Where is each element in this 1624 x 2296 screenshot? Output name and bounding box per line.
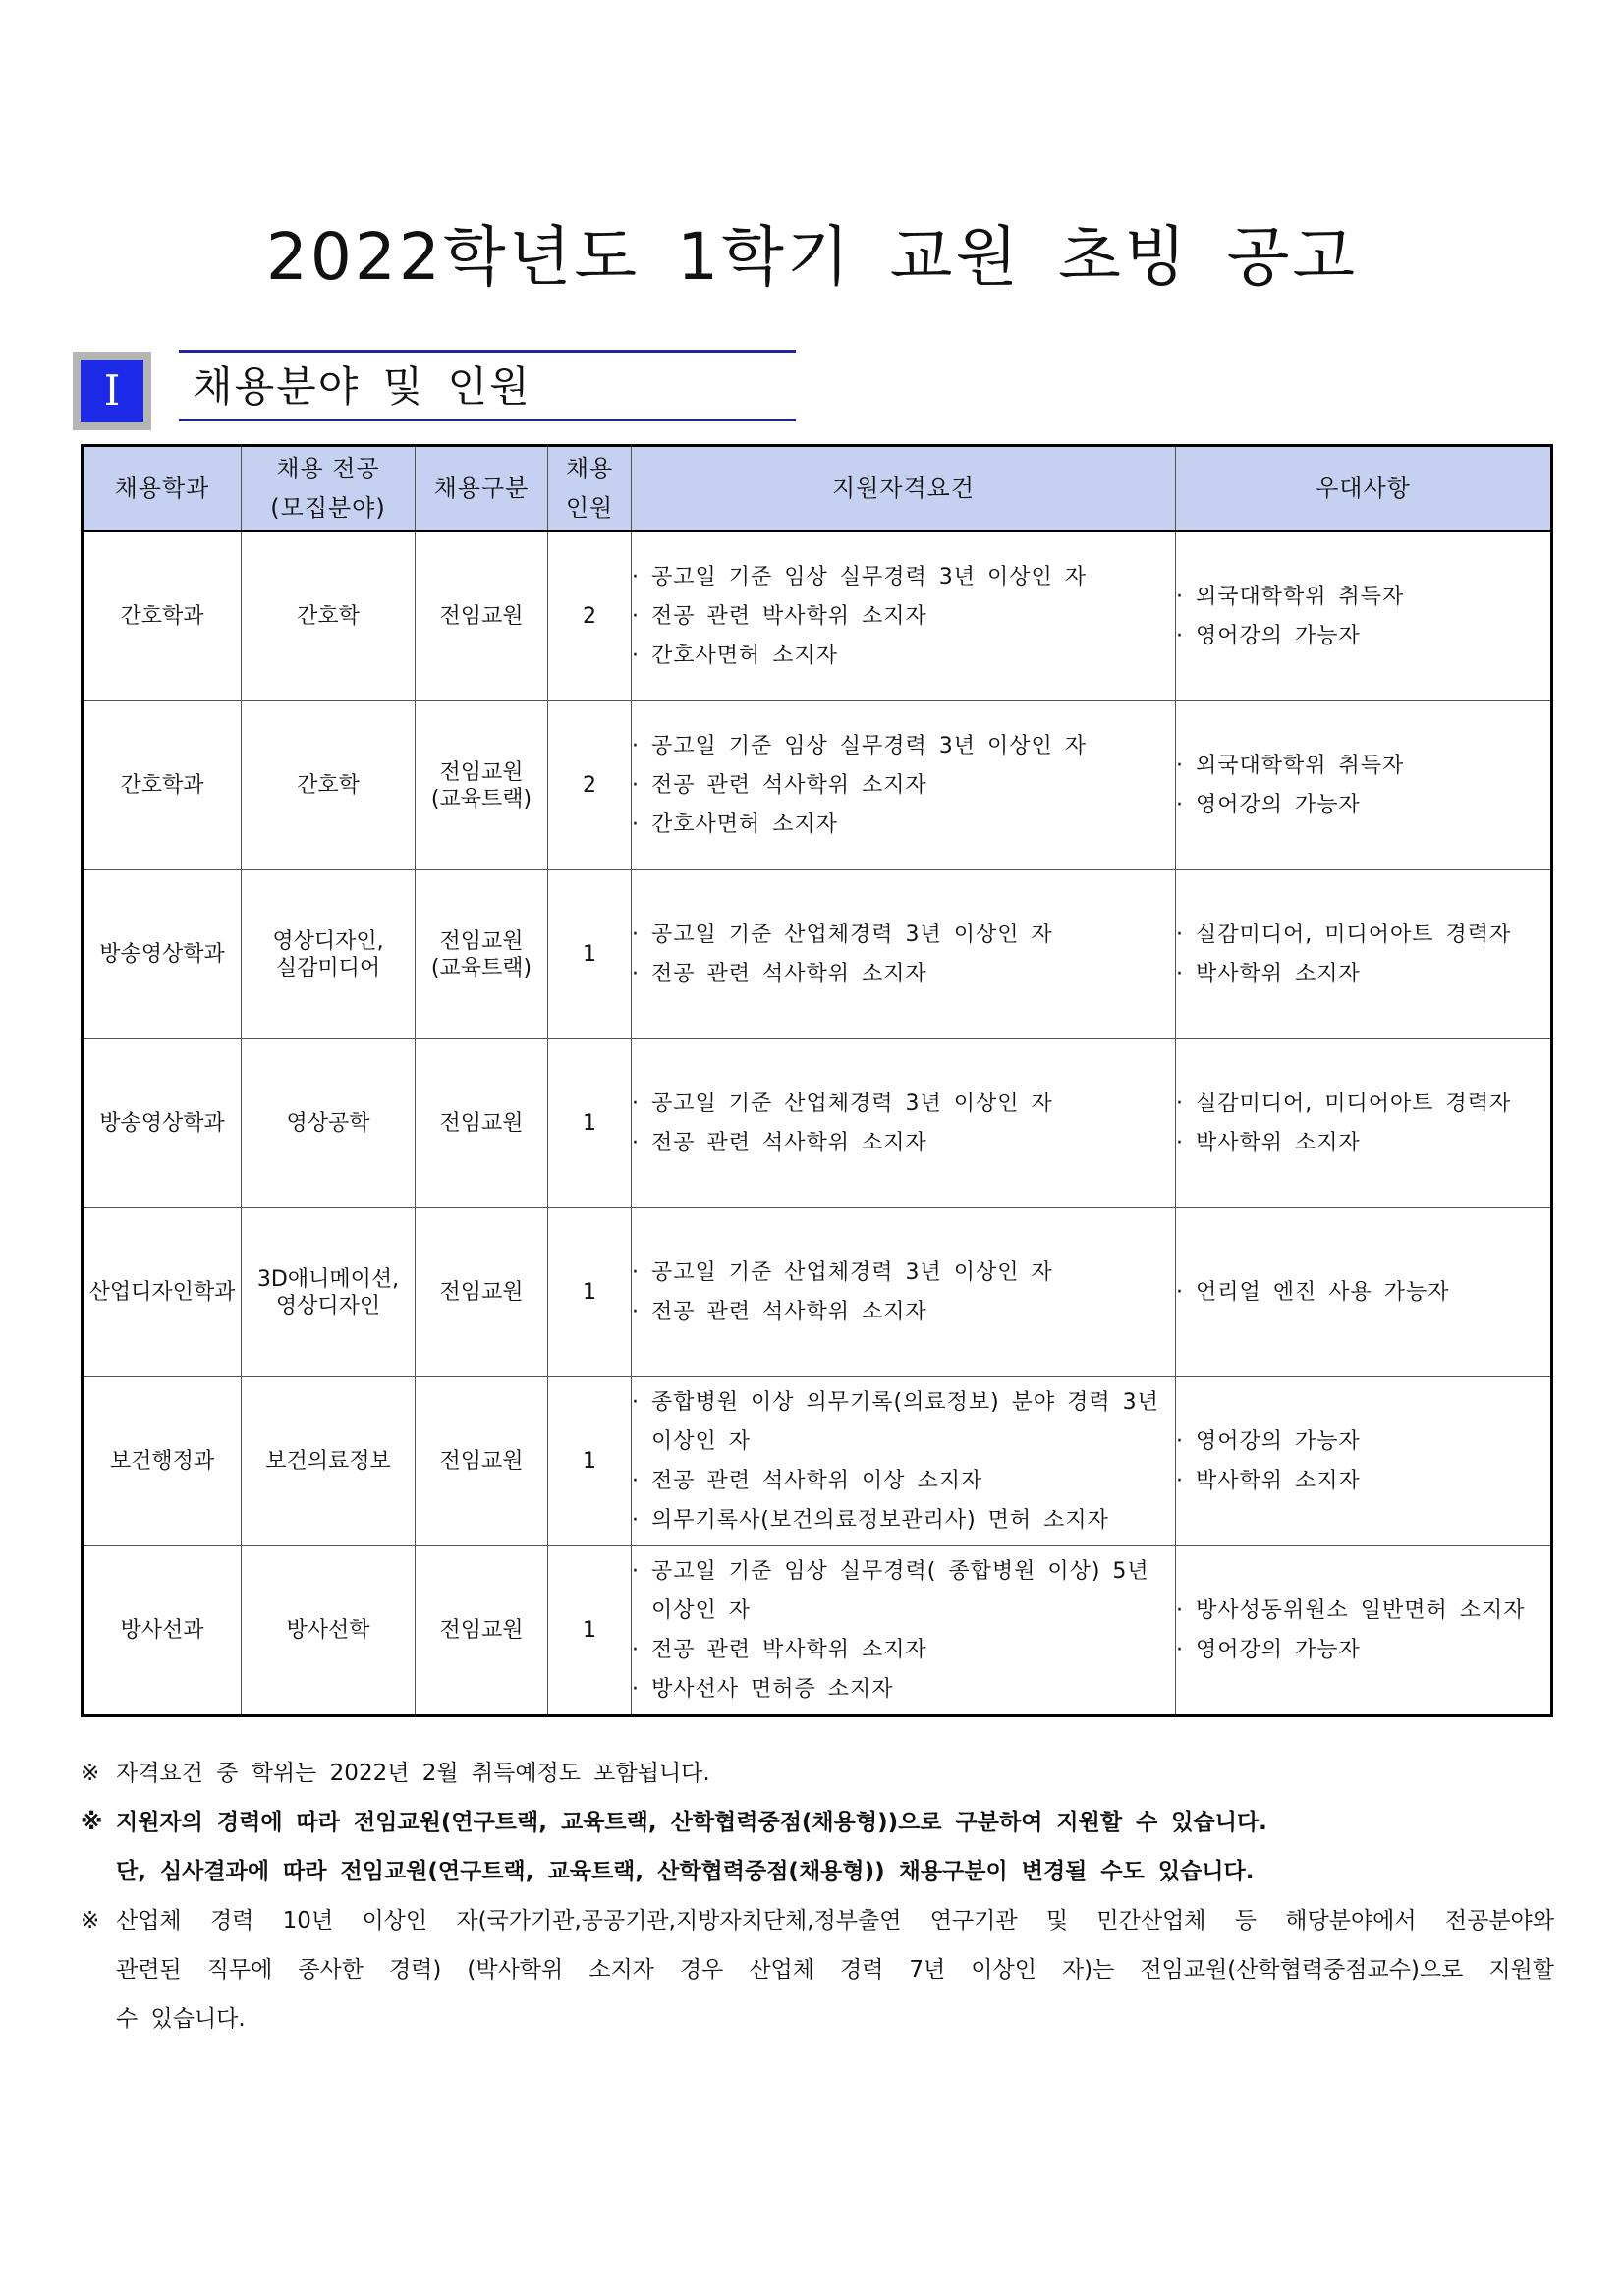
qualification-item: · 공고일 기준 임상 실무경력 3년 이상인 자 bbox=[632, 564, 1087, 589]
preferences-cell bbox=[1176, 1208, 1552, 1377]
count-cell: 2 bbox=[548, 701, 632, 870]
count-cell: 1 bbox=[548, 870, 632, 1039]
header-department: 채용학과 bbox=[83, 446, 242, 532]
qualification-item: · 간호사면허 소지자 bbox=[632, 643, 838, 668]
department-cell: 간호학과 bbox=[83, 532, 242, 701]
qualification-item: · 전공 관련 석사학위 소지자 bbox=[632, 1130, 927, 1155]
type-cell bbox=[416, 1039, 548, 1208]
type-line: 전임교원 bbox=[439, 1618, 524, 1643]
type-line: 전임교원 bbox=[439, 759, 524, 785]
table-row bbox=[83, 532, 1552, 701]
note-text: 자격요건 중 학위는 2022년 2월 취득예정도 포함됩니다. bbox=[116, 1761, 710, 1786]
preferences-cell bbox=[1176, 870, 1552, 1039]
qualification-item: · 전공 관련 석사학위 소지자 bbox=[632, 1299, 927, 1324]
count-cell: 2 bbox=[548, 532, 632, 701]
note-industry-career bbox=[81, 1896, 1554, 2044]
note-text: 단, 심사결과에 따라 전임교원(연구트랙, 교육트랙, 산학협력중점(채용형)) 채용구분이 변경될 수도 있습니다. bbox=[116, 1859, 1255, 1884]
header-major-line1: 채용 전공 bbox=[276, 455, 380, 482]
qualification-item: · 전공 관련 박사학위 소지자 bbox=[632, 603, 927, 629]
header-count-line2: 인원 bbox=[565, 494, 614, 522]
major-cell bbox=[242, 1208, 416, 1377]
header-count bbox=[548, 446, 632, 532]
note-text: 산업체 경력 10년 이상인 자(국가기관,공공기관,지방자치단체,정부출연 연구기관 및 민간산업체 등 해당분야에서 전공분야와 bbox=[116, 1908, 1554, 1933]
major-cell bbox=[242, 1039, 416, 1208]
major-line: 간호학 bbox=[297, 604, 360, 629]
note-mark: ※ bbox=[81, 1761, 100, 1786]
major-line: 보건의료정보 bbox=[265, 1449, 391, 1474]
note-career-track bbox=[81, 1798, 1554, 1896]
table-row bbox=[83, 870, 1552, 1039]
type-cell bbox=[416, 870, 548, 1039]
major-line: 영상공학 bbox=[286, 1111, 370, 1136]
table-row bbox=[83, 701, 1552, 870]
preference-item: · 영어강의 가능자 bbox=[1176, 623, 1361, 648]
preference-item: · 박사학위 소지자 bbox=[1176, 1468, 1361, 1493]
preference-item: · 실감미디어, 미디어아트 경력자 bbox=[1176, 922, 1512, 947]
qualification-item: · 방사선사 면허증 소지자 bbox=[632, 1676, 894, 1702]
note-text: 수 있습니다. bbox=[116, 2006, 246, 2032]
qualification-item: · 공고일 기준 산업체경력 3년 이상인 자 bbox=[632, 1091, 1053, 1116]
major-cell bbox=[242, 1377, 416, 1546]
type-cell bbox=[416, 1208, 548, 1377]
note-degree bbox=[81, 1749, 1554, 1798]
header-major-line2: (모집분야) bbox=[270, 494, 386, 522]
type-line: (교육트랙) bbox=[430, 786, 532, 812]
count-cell: 1 bbox=[548, 1377, 632, 1546]
qualifications-cell bbox=[632, 1039, 1176, 1208]
major-line: 방사선학 bbox=[286, 1618, 370, 1643]
type-cell bbox=[416, 701, 548, 870]
section-title-top-rule bbox=[179, 350, 796, 353]
type-line: 전임교원 bbox=[439, 928, 524, 954]
major-line: 간호학 bbox=[297, 773, 360, 798]
major-cell bbox=[242, 1546, 416, 1716]
major-cell bbox=[242, 532, 416, 701]
type-cell bbox=[416, 1546, 548, 1716]
major-line: 3D애니메이션, bbox=[256, 1266, 400, 1292]
preference-item: · 박사학위 소지자 bbox=[1176, 961, 1361, 986]
preferences-cell bbox=[1176, 1377, 1552, 1546]
note-mark: ※ bbox=[81, 1810, 103, 1835]
qualification-item: · 공고일 기준 임상 실무경력( 종합병원 이상) 5년 이상인 자 bbox=[632, 1558, 1149, 1623]
qualifications-cell bbox=[632, 532, 1176, 701]
note-text: 지원자의 경력에 따라 전임교원(연구트랙, 교육트랙, 산학협력중점(채용형))으로 구분하여 지원할 수 있습니다. bbox=[116, 1810, 1267, 1835]
table-row bbox=[83, 1546, 1552, 1716]
qualifications-cell bbox=[632, 1546, 1176, 1716]
header-type: 채용구분 bbox=[416, 446, 548, 532]
department-cell: 방사선과 bbox=[83, 1546, 242, 1716]
major-line: 영상디자인 bbox=[275, 1293, 381, 1318]
qualification-item: · 전공 관련 석사학위 소지자 bbox=[632, 961, 927, 986]
preference-item: · 방사성동위원소 일반면허 소지자 bbox=[1176, 1597, 1526, 1623]
qualifications-cell bbox=[632, 701, 1176, 870]
major-line: 영상디자인, bbox=[272, 928, 384, 954]
qualifications-cell bbox=[632, 870, 1176, 1039]
preference-item: · 박사학위 소지자 bbox=[1176, 1130, 1361, 1155]
qualification-item: · 의무기록사(보건의료정보관리사) 면허 소지자 bbox=[632, 1507, 1109, 1533]
type-line: 전임교원 bbox=[439, 604, 524, 629]
section-title-bottom-rule bbox=[179, 419, 796, 421]
type-line: 전임교원 bbox=[439, 1111, 524, 1136]
count-cell: 1 bbox=[548, 1546, 632, 1716]
qualifications-cell bbox=[632, 1208, 1176, 1377]
qualification-item: · 공고일 기준 산업체경력 3년 이상인 자 bbox=[632, 1260, 1053, 1285]
table-row bbox=[83, 1039, 1552, 1208]
preference-item: · 영어강의 가능자 bbox=[1176, 792, 1361, 817]
preference-item: · 실감미디어, 미디어아트 경력자 bbox=[1176, 1091, 1512, 1116]
header-count-line1: 채용 bbox=[565, 455, 614, 482]
type-line: (교육트랙) bbox=[430, 955, 532, 980]
qualification-item: · 전공 관련 석사학위 소지자 bbox=[632, 772, 927, 798]
qualification-item: · 전공 관련 석사학위 이상 소지자 bbox=[632, 1468, 983, 1493]
qualification-item: · 간호사면허 소지자 bbox=[632, 812, 838, 837]
preference-item: · 외국대학학위 취득자 bbox=[1176, 584, 1405, 609]
preference-item: · 외국대학학위 취득자 bbox=[1176, 753, 1405, 778]
major-line: 실감미디어 bbox=[275, 955, 381, 980]
section-title: 채용분야 및 인원 bbox=[193, 363, 532, 411]
department-cell: 산업디자인학과 bbox=[83, 1208, 242, 1377]
qualification-item: · 전공 관련 박사학위 소지자 bbox=[632, 1637, 927, 1662]
header-preferences: 우대사항 bbox=[1176, 446, 1552, 532]
qualification-item: · 공고일 기준 산업체경력 3년 이상인 자 bbox=[632, 922, 1053, 947]
table-row bbox=[83, 1377, 1552, 1546]
department-cell: 방송영상학과 bbox=[83, 1039, 242, 1208]
section-number-badge bbox=[73, 352, 151, 430]
page-title: 2022학년도 1학기 교원 초빙 공고 bbox=[265, 219, 1359, 295]
note-text: 관련된 직무에 종사한 경력) (박사학위 소지자 경우 산업체 경력 7년 이상인 자)는 전임교원(산학협력중점교수)으로 지원할 bbox=[116, 1957, 1554, 1983]
major-cell bbox=[242, 870, 416, 1039]
qualifications-cell bbox=[632, 1377, 1176, 1546]
preferences-cell bbox=[1176, 1546, 1552, 1716]
type-line: 전임교원 bbox=[439, 1449, 524, 1474]
department-cell: 방송영상학과 bbox=[83, 870, 242, 1039]
note-mark: ※ bbox=[81, 1908, 100, 1933]
header-major bbox=[242, 446, 416, 532]
header-qualifications: 지원자격요건 bbox=[632, 446, 1176, 532]
preference-item: · 언리얼 엔진 사용 가능자 bbox=[1176, 1279, 1450, 1305]
major-cell bbox=[242, 701, 416, 870]
preferences-cell bbox=[1176, 532, 1552, 701]
department-cell: 간호학과 bbox=[83, 701, 242, 870]
section-number: I bbox=[81, 360, 143, 422]
type-cell bbox=[416, 1377, 548, 1546]
recruitment-table bbox=[81, 444, 1553, 1717]
table-row bbox=[83, 1208, 1552, 1377]
qualification-item: · 공고일 기준 임상 실무경력 3년 이상인 자 bbox=[632, 733, 1087, 758]
preferences-cell bbox=[1176, 1039, 1552, 1208]
preferences-cell bbox=[1176, 701, 1552, 870]
preference-item: · 영어강의 가능자 bbox=[1176, 1428, 1361, 1454]
department-cell: 보건행정과 bbox=[83, 1377, 242, 1546]
preference-item: · 영어강의 가능자 bbox=[1176, 1637, 1361, 1662]
count-cell: 1 bbox=[548, 1039, 632, 1208]
notes-section bbox=[81, 1749, 1554, 2044]
count-cell: 1 bbox=[548, 1208, 632, 1377]
type-line: 전임교원 bbox=[439, 1280, 524, 1305]
type-cell bbox=[416, 532, 548, 701]
table-header-row bbox=[83, 446, 1552, 532]
qualification-item: · 종합병원 이상 의무기록(의료정보) 분야 경력 3년 이상인 자 bbox=[632, 1389, 1159, 1454]
